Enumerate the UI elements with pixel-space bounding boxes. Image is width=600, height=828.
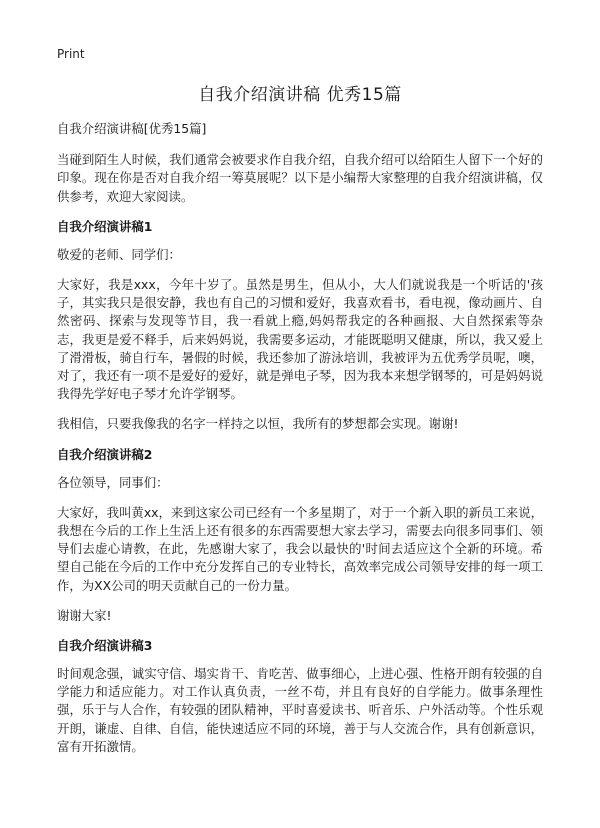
closing-paragraph: 我相信，只要我像我的名字一样持之以恒，我所有的梦想都会实现。谢谢! [57,416,459,432]
section-1 [57,218,543,434]
salutation: 敬爱的老师、同学们： [57,246,181,262]
body-paragraph: 时间观念强，诚实守信、塌实肯干、肯吃苦、做事细心，上进心强、性格开朗有较强的自学能力和适应能力。对工作认真负责，一丝不苟，并且有良好的自学能力。做事条理性强，乐于与人合作，有较强的团队精神，平时喜爱读书、听音乐、户外活动等。个性乐观开朗，谦虚、自律、自信，能快速适应不同的环境，善于与人交流合作，具有创新意识，富有开拓激情。 [57,666,543,754]
page-title: 自我介绍演讲稿 优秀15篇 [198,85,402,105]
section-heading: 自我介绍演讲稿3 [57,638,153,654]
closing-paragraph: 谢谢大家! [57,607,112,623]
salutation: 各位领导，同事们： [57,474,169,490]
body-paragraph: 大家好，我叫黄xx，来到这家公司已经有一个多星期了，对于一个新入职的新员工来说，我想在今后的工作上生活上还有很多的东西需要想大家去学习，需要去向很多同事们、领导们去虚心请教，在此，先感谢大家了，我会以最快的'时间去适应这个全新的环境。希望自己能在今后的工作中充分发挥自己的专业特长，高效率完成公司领导安排的每一项工作，为XX公司的明天贡献自己的一份力量。 [57,504,543,593]
section-heading: 自我介绍演讲稿2 [57,446,153,462]
body-paragraph: 大家好，我是xxx，今年十岁了。虽然是男生，但从小，大人们就说我是一个听话的'孩子，其实我只是很安静，我也有自己的习惯和爱好，我喜欢看书，看电视，像动画片、自然密码、探索与发现等节目，我一看就上瘾,妈妈帮我定的各种画报、大自然探索等杂志，我更是爱不释手，后来妈妈说，我需要多运动，才能既聪明又健康，所以，我又爱上了滑滑板，骑自行车，暑假的时候，我还参加了游泳培训，我被评为五优秀学员呢，噢，对了，我还有一项不是爱好的爱好，就是弹电子琴，因为我本来想学钢琴的，可是妈妈说我得先学好电子琴才允许学钢琴。 [57,277,543,402]
section-3 [57,637,543,756]
print-link[interactable]: Print [57,47,85,61]
section-2 [57,446,543,625]
article-subtitle: 自我介绍演讲稿[优秀15篇] [57,121,207,136]
article-body [57,120,543,768]
intro-paragraph: 当碰到陌生人时候，我们通常会被要求作自我介绍，自我介绍可以给陌生人留下一个好的印象。现在你是否对自我介绍一筹莫展呢？以下是小编帮大家整理的自我介绍演讲稿，仅供参考，欢迎大家阅读。 [57,152,543,204]
section-heading: 自我介绍演讲稿1 [57,218,153,234]
